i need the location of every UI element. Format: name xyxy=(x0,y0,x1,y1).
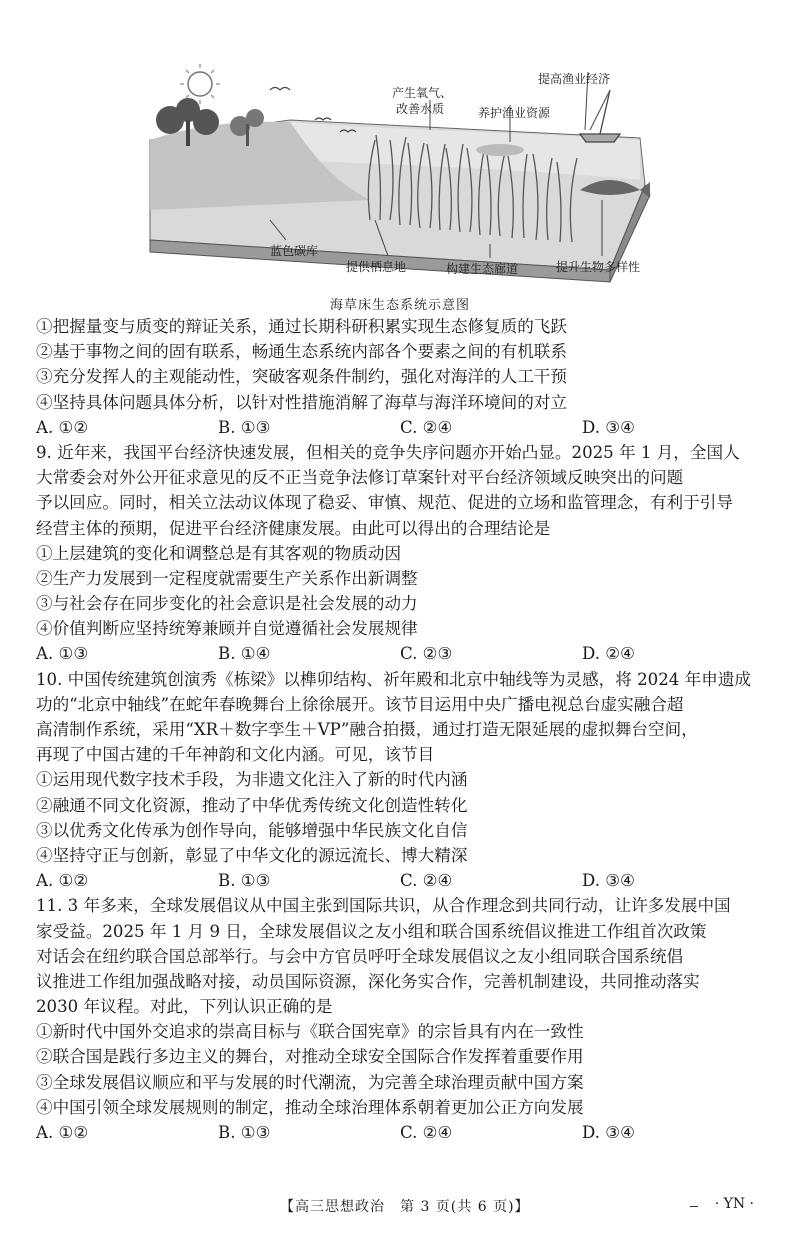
q8-option-a[interactable]: A. ①② xyxy=(36,417,89,437)
label-oxygen: 产生氧气、 xyxy=(392,86,453,100)
q9-stem-line-2: 大常委会对外公开征求意见的反不正当竞争法修订草案针对平台经济领域反映突出的问题 xyxy=(36,468,684,488)
q9-option-b[interactable]: B. ①④ xyxy=(218,644,271,664)
q11-stem-line-2: 家受益。2025 年 1 月 9 日，全球发展倡议之友小组和联合国系统倡议推进工作组首次政策 xyxy=(36,921,707,941)
label-biodiversity: 提升生物多样性 xyxy=(556,260,641,274)
label-ecological-corridor: 构建生态廊道 xyxy=(446,262,519,276)
q9-statement-1: ①上层建筑的变化和调整总是有其客观的物质动因 xyxy=(36,543,402,563)
question-8 xyxy=(36,314,764,440)
footer-code: · YN · xyxy=(714,1196,754,1212)
q8-option-b[interactable]: B. ①③ xyxy=(218,417,271,437)
q10-statement-2: ②融通不同文化资源，推动了中华优秀传统文化创造性转化 xyxy=(36,795,468,815)
q11-stem-line-3: 对话会在纽约联合国总部举行。与会中方官员呼吁全球发展倡议之友小组同联合国系统倡 xyxy=(36,946,684,966)
q10-statement-3: ③以优秀文化传承为创作导向，能够增强中华民族文化自信 xyxy=(36,820,468,840)
q11-statement-1: ①新时代中国外交追求的崇高目标与《联合国宪章》的宗旨具有内在一致性 xyxy=(36,1022,584,1042)
label-habitat: 提供栖息地 xyxy=(346,260,407,274)
question-9 xyxy=(36,440,764,667)
sun-icon xyxy=(180,64,220,104)
q10-stem-line-2: 功的“北京中轴线”在蛇年春晚舞台上徐徐展开。该节目运用中央广播电视总台虚实融合超 xyxy=(36,694,684,714)
q10-option-c[interactable]: C. ②④ xyxy=(400,871,453,891)
q11-stem-line-4: 议推进工作组加强战略对接，动员国际资源，深化务实合作，完善机制建设，共同推动落实 xyxy=(36,971,700,991)
q10-stem-line-3: 高清制作系统，采用“XR＋数字孪生＋VP”融合拍摄，通过打造无限延展的虚拟舞台空间， xyxy=(36,720,698,739)
q11-stem-line-5: 2030 年议程。对此，下列认识正确的是 xyxy=(36,997,333,1017)
footer-page-info: 【高三思想政治 第 3 页(共 6 页)】 xyxy=(280,1199,530,1215)
q9-statement-3: ③与社会存在同步变化的社会意识是社会发展的动力 xyxy=(36,594,418,614)
question-content xyxy=(36,314,764,1145)
figure-caption: 海草床生态系统示意图 xyxy=(329,298,470,313)
q10-stem-line-1: 10. 中国传统建筑创演秀《栋梁》以榫卯结构、祈年殿和北京中轴线等为灵感，将 2024 年申遗成 xyxy=(36,669,752,689)
q11-options xyxy=(36,1120,764,1145)
q9-statement-4: ④价值判断应坚持统筹兼顾并自觉遵循社会发展规律 xyxy=(36,619,418,639)
q8-statement-2: ②基于事物之间的固有联系，畅通生态系统内部各个要素之间的有机联系 xyxy=(36,342,567,362)
q8-statement-4: ④坚持具体问题具体分析，以针对性措施消解了海草与海洋环境间的对立 xyxy=(36,392,567,412)
q8-option-c[interactable]: C. ②④ xyxy=(400,417,453,437)
footer-divider xyxy=(690,1206,698,1207)
q10-statement-1: ①运用现代数字技术手段，为非遗文化注入了新的时代内涵 xyxy=(36,770,468,790)
q10-option-b[interactable]: B. ①③ xyxy=(218,871,271,891)
q9-option-a[interactable]: A. ①③ xyxy=(36,644,89,664)
q11-statement-4: ④中国引领全球发展规则的制定，推动全球治理体系朝着更加公正方向发展 xyxy=(36,1097,584,1117)
q10-statement-4: ④坚持守正与创新，彰显了中华文化的源远流长、博大精深 xyxy=(36,845,468,865)
q9-options xyxy=(36,641,764,666)
q11-statement-2: ②联合国是践行多边主义的舞台，对推动全球安全国际合作发挥着重要作用 xyxy=(36,1047,584,1067)
q10-option-a[interactable]: A. ①② xyxy=(36,871,89,891)
question-10 xyxy=(36,667,764,894)
page-footer xyxy=(0,1196,800,1218)
q9-statement-2: ②生产力发展到一定程度就需要生产关系作出新调整 xyxy=(36,568,418,588)
label-fishery-economy: 提高渔业经济 xyxy=(538,72,611,86)
q10-options xyxy=(36,868,764,893)
q9-stem-line-1: 9. 近年来，我国平台经济快速发展，但相关的竞争失序问题亦开始凸显。2025 年 1 月，全国人 xyxy=(36,442,740,462)
q11-option-b[interactable]: B. ①③ xyxy=(218,1123,271,1142)
q11-stem-line-1: 11. 3 年多来，全球发展倡议从中国主张到国际共识，从合作理念到共同行动，让许多发展中国 xyxy=(36,896,731,916)
q9-stem-line-3: 予以回应。同时，相关立法动议体现了稳妥、审慎、规范、促进的立场和监管理念，有利于引导 xyxy=(36,493,733,513)
label-fishery-resources: 养护渔业资源 xyxy=(478,106,551,120)
q9-stem-line-4: 经营主体的预期，促进平台经济健康发展。由此可以得出的合理结论是 xyxy=(36,518,551,538)
q10-stem-line-4: 再现了中国古建的千年神韵和文化内涵。可见，该节目 xyxy=(36,745,435,765)
q11-option-d[interactable]: D. ③④ xyxy=(582,1123,636,1142)
q9-option-c[interactable]: C. ②③ xyxy=(400,644,453,664)
q8-options xyxy=(36,415,764,440)
seagrass-ecosystem-figure xyxy=(140,60,660,290)
q8-option-d[interactable]: D. ③④ xyxy=(582,417,636,437)
label-blue-carbon: 蓝色碳库 xyxy=(270,244,319,258)
question-11 xyxy=(36,893,764,1145)
q9-option-d[interactable]: D. ②④ xyxy=(582,644,636,664)
q11-statement-3: ③全球发展倡议顺应和平与发展的时代潮流，为完善全球治理贡献中国方案 xyxy=(36,1072,584,1092)
q8-statement-3: ③充分发挥人的主观能动性，突破客观条件制约，强化对海洋的人工干预 xyxy=(36,367,567,387)
q10-option-d[interactable]: D. ③④ xyxy=(582,871,636,891)
q8-statement-1: ①把握量变与质变的辩证关系，通过长期科研积累实现生态修复质的飞跃 xyxy=(36,317,567,336)
label-water-quality: 改善水质 xyxy=(396,102,445,116)
q11-option-a[interactable]: A. ①② xyxy=(36,1123,89,1142)
q11-option-c[interactable]: C. ②④ xyxy=(400,1123,453,1142)
